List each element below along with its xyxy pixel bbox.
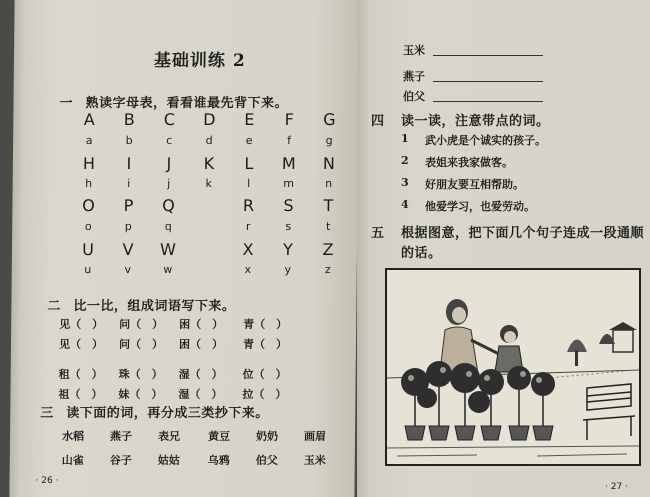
classify-word: 山雀 bbox=[61, 454, 84, 467]
sentence-text: 武小虎是个诚实的孩子。 bbox=[425, 134, 546, 147]
classify-word: 谷子 bbox=[109, 454, 132, 467]
letter-upper: N bbox=[322, 154, 335, 173]
section-4-instruction: 读一读，注意带点的词。 bbox=[401, 114, 550, 129]
compare-word-cell: 祖（ ） bbox=[58, 388, 103, 401]
section-4-number: 四 bbox=[371, 114, 385, 129]
letter-upper: V bbox=[122, 240, 134, 259]
letter-upper: M bbox=[281, 154, 296, 173]
fill-blank-line-3 bbox=[433, 101, 543, 102]
classify-word: 伯父 bbox=[255, 454, 278, 467]
sentence-number: 2 bbox=[401, 154, 409, 167]
letter-lower: f bbox=[287, 134, 292, 147]
letter-lower: m bbox=[283, 177, 295, 190]
letter-lower: g bbox=[325, 134, 333, 147]
letter-upper: J bbox=[166, 154, 172, 173]
letter-lower: z bbox=[324, 263, 331, 276]
compare-word-cell: 问（ ） bbox=[119, 318, 164, 331]
letter-upper: C bbox=[163, 110, 176, 129]
letter-upper: O bbox=[82, 196, 95, 215]
compare-word-cell: 湿（ ） bbox=[178, 368, 223, 381]
letter-upper: H bbox=[82, 154, 96, 173]
sentence-number: 3 bbox=[401, 176, 409, 189]
classify-word: 姑姑 bbox=[157, 454, 180, 467]
classify-word: 黄豆 bbox=[207, 430, 231, 443]
letter-upper: W bbox=[159, 240, 176, 259]
classify-word: 燕子 bbox=[109, 430, 133, 443]
fill-label-3: 伯父 bbox=[403, 90, 425, 103]
letter-lower: v bbox=[124, 263, 132, 276]
compare-word-cell: 妹（ ） bbox=[118, 388, 163, 401]
letter-lower: x bbox=[244, 263, 252, 276]
letter-lower: s bbox=[285, 220, 292, 233]
letter-upper: Y bbox=[282, 240, 293, 259]
section-1-instruction: 熟读字母表，看看谁最先背下来。 bbox=[85, 96, 289, 111]
compare-word-cell: 见（ ） bbox=[58, 338, 104, 351]
letter-lower: u bbox=[84, 263, 92, 276]
letter-lower: e bbox=[245, 134, 253, 147]
letter-upper: E bbox=[244, 110, 255, 129]
compare-word-cell: 困（ ） bbox=[179, 318, 224, 331]
compare-word-cell: 湿（ ） bbox=[178, 388, 223, 401]
letter-lower: y bbox=[284, 263, 292, 276]
section-5-instruction-line-2: 的话。 bbox=[401, 246, 442, 261]
letter-upper: T bbox=[323, 196, 334, 215]
compare-word-cell: 青（ ） bbox=[242, 338, 288, 351]
sentence-number: 1 bbox=[401, 132, 409, 145]
sentence-text: 好朋友要互相帮助。 bbox=[425, 178, 524, 191]
compare-word-cell: 位（ ） bbox=[242, 368, 287, 381]
fill-label-1: 玉米 bbox=[403, 44, 425, 57]
classify-word: 水稻 bbox=[61, 430, 85, 443]
page-title: 基础训练 2 bbox=[153, 51, 246, 71]
letter-lower: w bbox=[163, 263, 173, 276]
compare-word-cell: 拉（ ） bbox=[242, 388, 287, 401]
section-5-instruction-line-1: 根据图意，把下面几个句子连成一段通顺 bbox=[401, 226, 645, 241]
section-2-number: 二 bbox=[47, 299, 61, 314]
section-5-number: 五 bbox=[371, 226, 385, 241]
letter-lower: d bbox=[205, 134, 213, 147]
illustration-drawing bbox=[387, 270, 639, 464]
letter-lower: n bbox=[325, 177, 333, 190]
letter-lower: l bbox=[247, 177, 251, 190]
classify-word: 画眉 bbox=[303, 430, 327, 443]
compare-word-cell: 青（ ） bbox=[243, 318, 288, 331]
sentence-number: 4 bbox=[401, 198, 409, 211]
letter-upper: S bbox=[283, 196, 294, 215]
letter-lower: t bbox=[325, 220, 331, 233]
letter-upper: R bbox=[242, 196, 255, 215]
compare-word-cell: 珠（ ） bbox=[118, 368, 163, 381]
classify-word: 玉米 bbox=[303, 454, 326, 467]
sentence-text: 表姐来我家做客。 bbox=[425, 156, 513, 169]
section-3-instruction: 读下面的词，再分成三类抄下来。 bbox=[66, 406, 269, 421]
left-page bbox=[9, 0, 359, 497]
letter-lower: o bbox=[84, 220, 92, 233]
letter-upper: A bbox=[83, 110, 95, 129]
right-page bbox=[357, 0, 650, 497]
classify-word: 表兄 bbox=[157, 430, 181, 443]
section-3-number: 三 bbox=[40, 406, 54, 421]
letter-lower: q bbox=[164, 220, 172, 233]
section-1-number: 一 bbox=[59, 96, 73, 111]
letter-lower: c bbox=[166, 134, 173, 147]
classify-word: 奶奶 bbox=[255, 430, 279, 443]
compare-word-cell: 问（ ） bbox=[118, 338, 164, 351]
letter-upper: I bbox=[126, 154, 132, 173]
letter-upper: G bbox=[323, 110, 336, 129]
page-number-left: · 26 · bbox=[35, 476, 59, 486]
letter-lower: k bbox=[205, 177, 212, 190]
compare-word-cell: 见（ ） bbox=[59, 318, 104, 331]
letter-upper: Z bbox=[322, 240, 334, 259]
letter-upper: Q bbox=[162, 196, 175, 215]
letter-lower: a bbox=[85, 134, 93, 147]
classify-word: 乌鸦 bbox=[207, 454, 230, 467]
letter-upper: F bbox=[284, 110, 295, 129]
letter-upper: B bbox=[123, 110, 135, 129]
letter-upper: U bbox=[82, 240, 94, 259]
letter-upper: L bbox=[244, 154, 254, 173]
letter-lower: r bbox=[245, 220, 251, 233]
compare-word-cell: 租（ ） bbox=[58, 368, 103, 381]
fill-blank-line-1 bbox=[433, 55, 543, 56]
page-number-right: · 27 · bbox=[605, 482, 628, 492]
letter-lower: h bbox=[85, 177, 93, 190]
letter-lower: j bbox=[167, 177, 171, 190]
sentence-text: 他爱学习，也爱劳动。 bbox=[425, 200, 535, 213]
fill-label-2: 燕子 bbox=[403, 70, 425, 83]
fill-blank-line-2 bbox=[433, 81, 543, 82]
section-2-instruction: 比一比，组成词语写下来。 bbox=[73, 299, 236, 314]
compare-word-cell: 困（ ） bbox=[178, 338, 224, 351]
letter-upper: D bbox=[203, 110, 216, 129]
letter-upper: X bbox=[242, 240, 254, 259]
illustration-woman-and-child-with-flowers bbox=[385, 268, 641, 466]
letter-lower: p bbox=[124, 220, 132, 233]
letter-lower: b bbox=[125, 134, 133, 147]
letter-lower: i bbox=[127, 177, 131, 190]
letter-upper: P bbox=[123, 196, 134, 215]
letter-upper: K bbox=[203, 154, 215, 173]
